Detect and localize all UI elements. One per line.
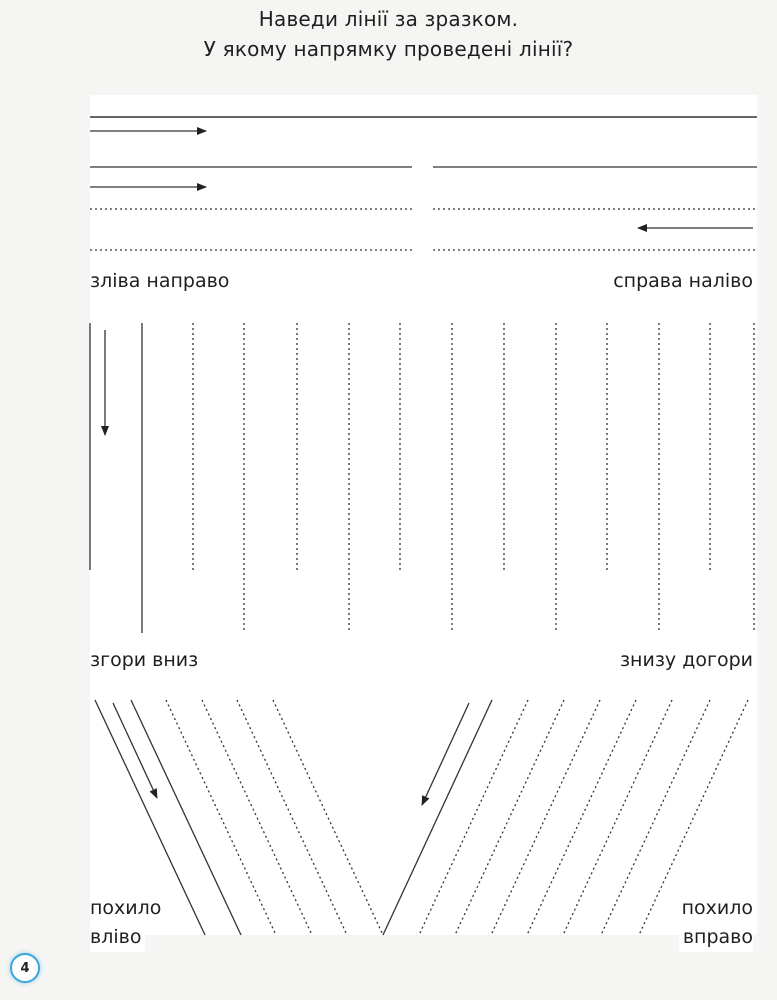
- label-top-down: згори вниз: [90, 649, 199, 671]
- sample-slanted-solid: [383, 700, 492, 935]
- dotted-slanted: [166, 700, 276, 935]
- vertical-lines-exercise: [90, 323, 754, 633]
- label-right-to-left: справа наліво: [613, 270, 753, 292]
- page-number-badge: [10, 953, 40, 983]
- dotted-slanted: [419, 700, 528, 935]
- label-slant-left-1: похило: [90, 893, 165, 923]
- dotted-slanted: [202, 700, 312, 935]
- label-slant-right-1: похило: [678, 893, 753, 923]
- dotted-slanted: [491, 700, 600, 935]
- dotted-slanted: [455, 700, 564, 935]
- instructions-line-2: У якому напрямку проведені лінії?: [203, 37, 574, 61]
- slanted-lines-exercise: [95, 700, 748, 935]
- dotted-slanted: [237, 700, 347, 935]
- label-slant-right-2: вправо: [679, 922, 753, 952]
- horizontal-lines-exercise: [90, 117, 757, 250]
- instructions-line-1: Наведи лінії за зразком.: [258, 7, 519, 31]
- label-left-to-right: зліва направо: [90, 270, 230, 292]
- label-slant-left-2: вліво: [90, 922, 145, 952]
- sample-arrow-down-left: [422, 703, 469, 805]
- sample-arrow-down-right: [113, 703, 157, 798]
- dotted-slanted: [273, 700, 383, 935]
- dotted-slanted: [527, 700, 636, 935]
- label-bottom-up: знизу догори: [619, 649, 753, 671]
- page-number: 4: [20, 960, 30, 976]
